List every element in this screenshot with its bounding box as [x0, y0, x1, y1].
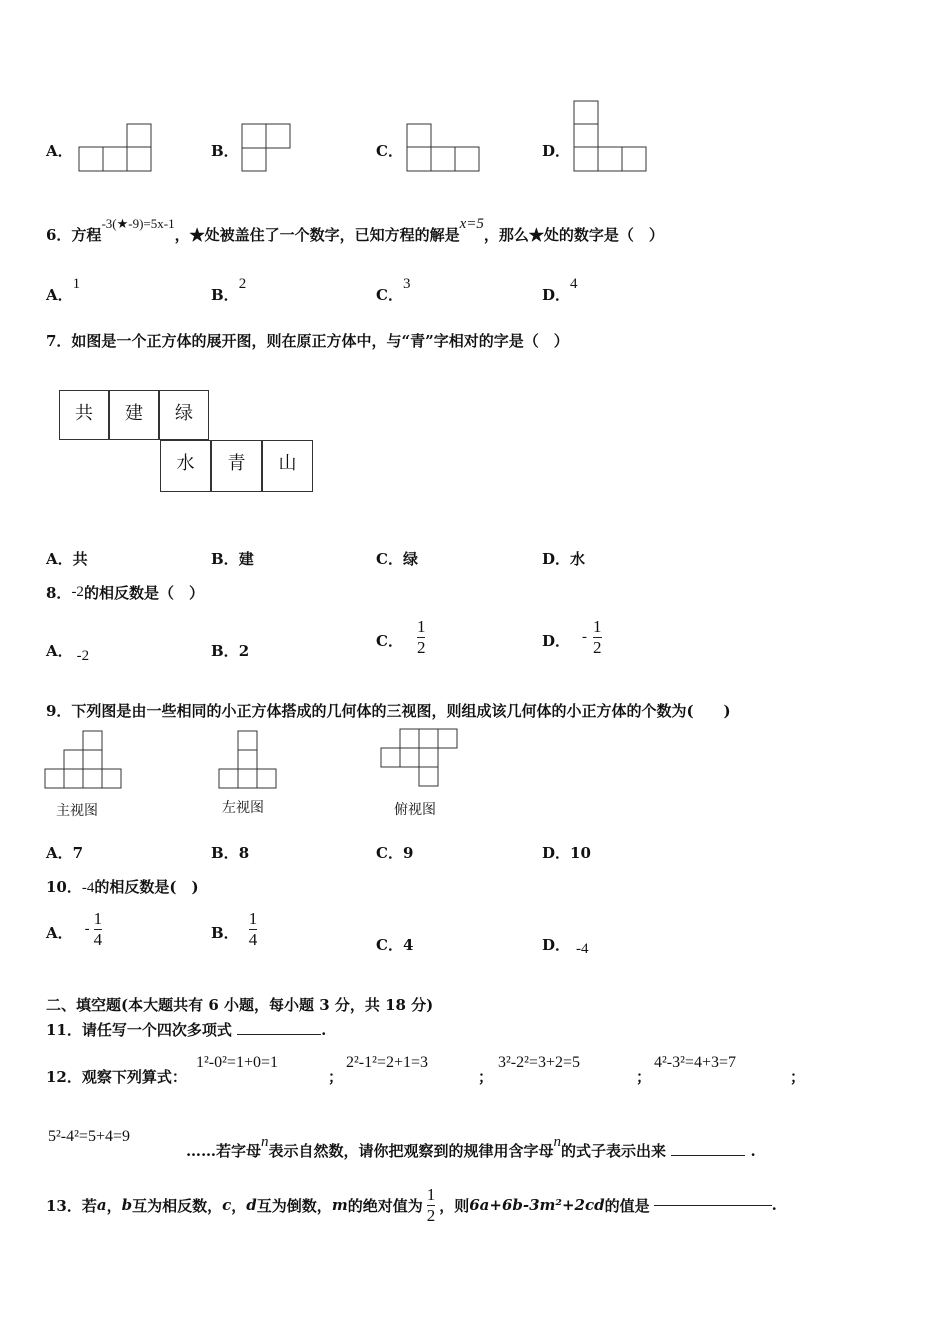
net-cell: 水	[160, 440, 211, 492]
q12-eq: 2²-1²=2+1=3	[346, 1054, 428, 1071]
q9-top-view	[380, 728, 462, 790]
q12-eq: 5²-4²=5+4=9	[48, 1128, 130, 1145]
q7-cube-net	[59, 390, 315, 494]
q12-eq: 3²-2²=3+2=5	[498, 1054, 580, 1071]
q12-question: 12．观察下列算式：	[46, 1068, 187, 1086]
net-cell: 共	[59, 390, 109, 440]
q10-question: 10．-4的相反数是( )	[46, 878, 199, 896]
q10-option-d: D． -4	[542, 936, 589, 957]
q7-question: 7．如图是一个正方体的展开图，则在原正方体中，与“青”字相对的字是（ ）	[46, 332, 569, 350]
q5-figure-c	[406, 123, 480, 173]
q9-option-a: A．7	[46, 844, 84, 862]
q6-option-a: A．1	[46, 276, 81, 304]
net-cell: 山	[262, 440, 313, 492]
q13-question: 13．若 a ， b 互为相反数， c ， d 互为倒数， m 的绝对值为 $\frac{1}{2}$ ，则 6a+6b-3m²+2cd 的值是 .	[46, 1185, 777, 1225]
q6-option-b: B．2	[211, 276, 247, 304]
q9-view-label: 主视图	[56, 803, 98, 819]
q12-sep: ；	[328, 1068, 344, 1086]
q7-option-a: A．共	[46, 550, 88, 568]
q5-figure-b	[241, 123, 293, 173]
q5-option-b: B．	[211, 142, 239, 160]
q9-view-label: 俯视图	[394, 802, 436, 818]
net-cell: 青	[211, 440, 262, 492]
q5-figure-a	[78, 123, 152, 173]
q5-option-d: D．	[542, 142, 571, 160]
q8-option-b: B．2	[211, 642, 250, 660]
q12-continuation: ……若字母n表示自然数，请你把观察到的规律用含字母n的式子表示出来 .	[186, 1134, 756, 1160]
q9-front-view	[44, 730, 126, 790]
q8-option-d: D． - $\frac{1}{2}$	[542, 617, 602, 657]
q5-option-c: C．	[376, 142, 403, 160]
q6-option-d: D．4	[542, 276, 578, 304]
q8-question: 8．-2的相反数是（ ）	[46, 584, 204, 602]
net-cell: 建	[109, 390, 159, 440]
q10-option-b: B． $\frac{1}{4}$	[211, 909, 258, 949]
q12-sep: ；	[478, 1068, 494, 1086]
section-heading: 二、填空题(本大题共有 6 小题，每小题 3 分，共 18 分)	[46, 996, 434, 1014]
q12-eq: 1²-0²=1+0=1	[196, 1054, 278, 1071]
net-cell: 绿	[159, 390, 209, 440]
q8-option-a: A． -2	[46, 642, 90, 664]
q9-question: 9．下列图是由一些相同的小正方体搭成的几何体的三视图，则组成该几何体的小正方体的个数为( )	[46, 702, 731, 720]
q12-answer-blank[interactable]	[671, 1155, 745, 1156]
q12-eq: 4²-3²=4+3=7	[654, 1054, 736, 1071]
q5-option-a: A．	[46, 142, 73, 160]
q7-option-c: C．绿	[376, 550, 418, 568]
q10-option-a: A． - $\frac{1}{4}$	[46, 909, 103, 949]
q7-option-d: D．水	[542, 550, 586, 568]
q9-view-label: 左视图	[222, 800, 264, 816]
q9-option-c: C．9	[376, 844, 414, 862]
q13-answer-blank[interactable]	[654, 1205, 772, 1206]
q10-option-c: C．4	[376, 936, 414, 954]
q9-option-b: B．8	[211, 844, 250, 862]
q12-sep: ；	[790, 1068, 806, 1086]
q9-option-d: D．10	[542, 844, 591, 862]
q12-sep: ；	[636, 1068, 652, 1086]
q7-option-b: B．建	[211, 550, 254, 568]
q11-question: 11．请任写一个四次多项式 .	[46, 1021, 327, 1039]
q11-answer-blank[interactable]	[237, 1034, 321, 1035]
q5-figure-d	[573, 100, 647, 173]
q9-left-view	[218, 730, 280, 790]
q6-question: 6．方程-3(★-9)=5x-1，★处被盖住了一个数字，已知方程的解是x=5，那么★处的数字是（ ）	[46, 216, 664, 244]
q6-option-c: C．3	[376, 276, 411, 304]
q8-option-c: C． $\frac{1}{2}$	[376, 617, 426, 657]
